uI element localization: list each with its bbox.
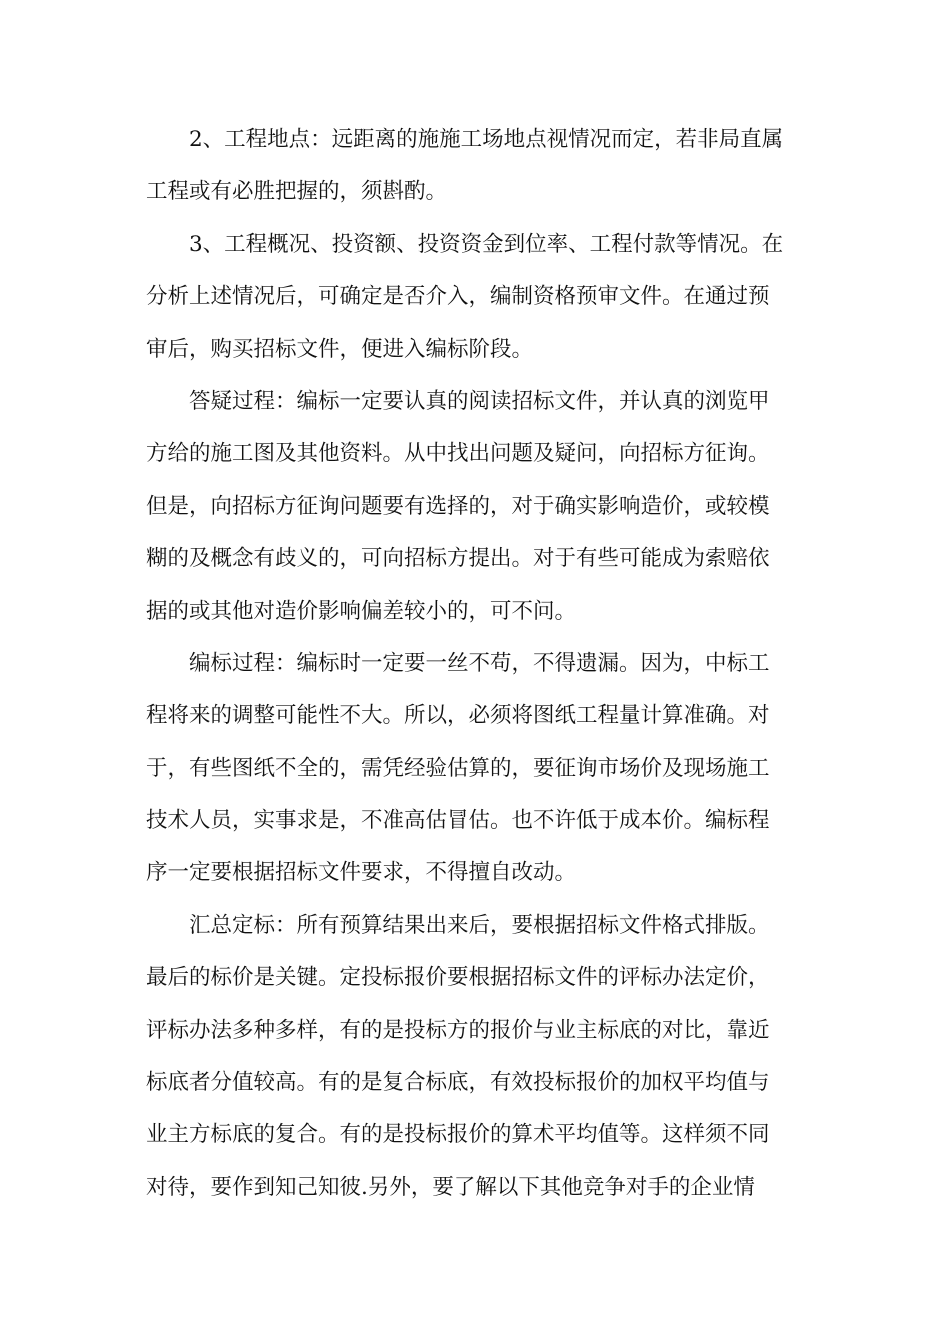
text-line: 最后的标价是关键。定投标报价要根据招标文件的评标办法定价， [146,965,770,991]
text-line: 评标办法多种多样，有的是投标方的报价与业主标底的对比，靠近 [146,1017,770,1043]
text-line: 编标过程：编标时一定要一丝不苟，不得遗漏。因为，中标工 [189,650,770,676]
paragraph-overview [146,219,806,376]
text-line: 序一定要根据招标文件要求，不得擅自改动。 [146,860,577,886]
text-line: 对待，要作到知己知彼.另外，要了解以下其他竞争对手的企业情 [146,1174,755,1200]
paragraph-summary-pricing [146,900,806,1214]
paragraph-location [146,114,806,219]
text-line: 分析上述情况后，可确定是否介入，编制资格预审文件。在通过预 [146,284,770,310]
text-line: 但是，向招标方征询问题要有选择的，对于确实影响造价，或较模 [146,493,770,519]
text-line: 工程或有必胜把握的，须斟酌。 [146,179,448,205]
text-line: 于，有些图纸不全的，需凭经验估算的，要征询市场价及现场施工 [146,755,770,781]
text-line: 审后，购买招标文件，便进入编标阶段。 [146,336,534,362]
text-line: 汇总定标：所有预算结果出来后，要根据招标文件格式排版。 [189,912,770,938]
text-line: 程将来的调整可能性不大。所以，必须将图纸工程量计算准确。对 [146,703,770,729]
text-line: 糊的及概念有歧义的，可向招标方提出。对于有些可能成为索赔依 [146,546,770,572]
text-line: 技术人员，实事求是，不准高估冒估。也不许低于成本价。编标程 [146,808,770,834]
text-line: 标底者分值较高。有的是复合标底，有效投标报价的加权平均值与 [146,1070,770,1096]
text-line: 业主方标底的复合。有的是投标报价的算术平均值等。这样须不同 [146,1122,770,1148]
paragraph-bidding-process [146,638,806,900]
text-line: 2、工程地点：远距离的施施工场地点视情况而定，若非局直属 [189,127,784,152]
text-line: 据的或其他对造价影响偏差较小的，可不问。 [146,598,577,624]
text-line: 方给的施工图及其他资料。从中找出问题及疑问，向招标方征询。 [146,441,770,467]
text-line: 3、工程概况、投资额、投资资金到位率、工程付款等情况。在 [189,231,784,257]
paragraph-qa-process [146,376,806,638]
document-body [146,114,806,1214]
text-line: 答疑过程：编标一定要认真的阅读招标文件，并认真的浏览甲 [189,388,770,414]
